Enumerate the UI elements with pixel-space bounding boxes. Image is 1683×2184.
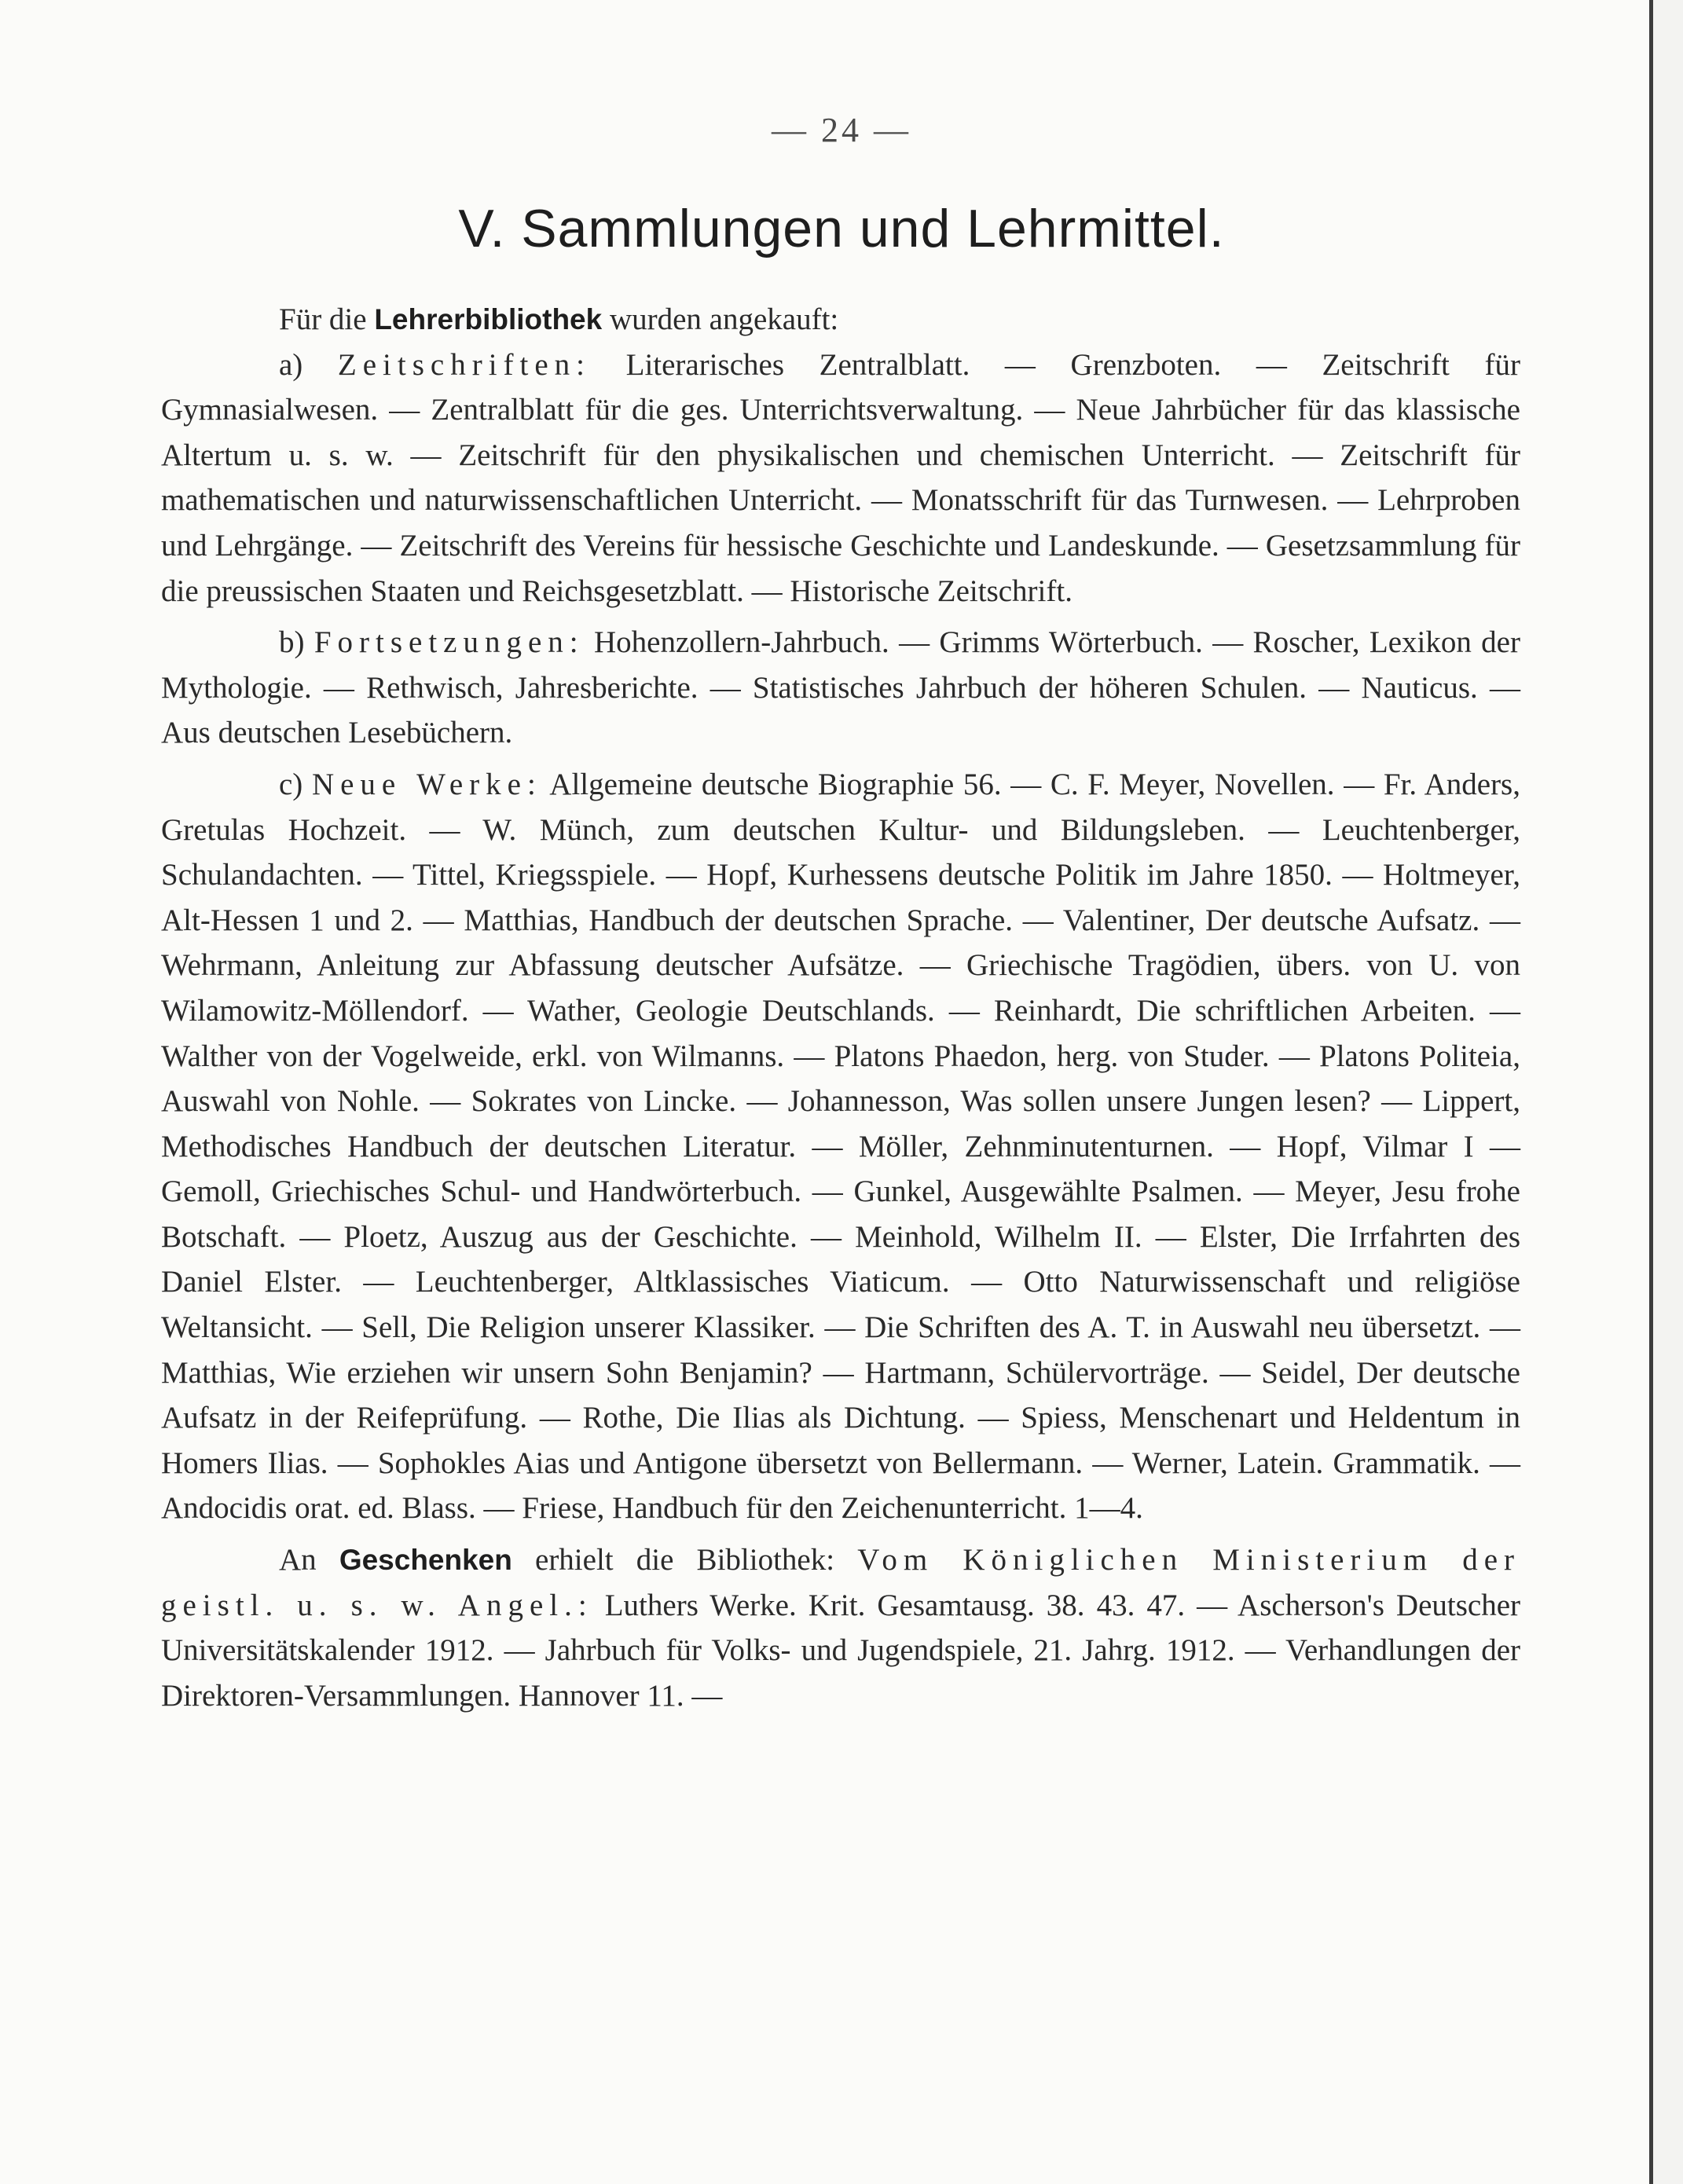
section-b-paragraph xyxy=(161,620,1520,756)
section-b-text: Hohenzollern-Jahrbuch. — Grimms Wörterbuch. — Roscher, Lexikon der Mythologie. — Rethwisch, Jahresberichte. — Statistisches Jahrbuch der höheren Schulen. — Nauticus. — Aus deutschen Lesebüchern. xyxy=(161,625,1520,750)
section-c-label: Neue Werke: xyxy=(311,767,542,801)
section-a-text: Literarisches Zentralblatt. — Grenzboten. — Zeitschrift für Gymnasialwesen. — Zentralblatt für die ges. Unterrichtsverwaltung. — Neue Jahrbücher für das klassische Altertum u. s. w. — Zeitschrift für den physikalischen und chemischen Unterricht. — Zeitschrift für mathematischen und naturwissenschaftlichen Unterricht. — Monatsschrift für das Turnwesen. — Lehrproben und Lehrgänge. — Zeitschrift des Vereins für hessische Geschichte und Landeskunde. — Gesetzsammlung für die preussischen Staaten und Reichsgesetzblatt. — Historische Zeitschrift. xyxy=(161,347,1520,608)
gifts-middle: erhielt die Bibliothek: xyxy=(512,1543,858,1578)
gifts-before: An xyxy=(279,1543,339,1578)
page-number: — 24 — xyxy=(772,111,911,149)
section-c-paragraph xyxy=(161,762,1520,1531)
section-c-marker: c) xyxy=(279,767,312,801)
intro-bold-term: Lehrerbibliothek xyxy=(374,303,603,335)
section-c-text: Allgemeine deutsche Biographie 56. — C. F. Meyer, Novellen. — Fr. Anders, Gretulas Hochzeit. — W. Münch, zum deutschen Kultur- und Bildungsleben. — Leuchtenberger, Schulandachten. — Tittel, Kriegsspiele. — Hopf, Kurhessens deutsche Politik im Jahre 1850. — Holtmeyer, Alt-Hessen 1 und 2. — Matthias, Handbuch der deutschen Sprache. — Valentiner, Der deutsche Aufsatz. — Wehrmann, Anleitung zur Abfassung deutscher Aufsätze. — Griechische Tragödien, übers. von U. von Wilamowitz-Möllendorf. — Wather, Geologie Deutschlands. — Reinhardt, Die schriftlichen Arbeiten. — Walther von der Vogelweide, erkl. von Wilmanns. — Platons Phaedon, herg. von Studer. — Platons Politeia, Auswahl von Nohle. — Sokrates von Lincke. — Johannesson, Was sollen unsere Jungen lesen? — Lippert, Methodisches Handbuch der deutschen Literatur. — Möller, Zehnminutenturnen. — Hopf, Vilmar I — Gemoll, Griechisches Schul- und Handwörterbuch. — Gunkel, Ausgewählte Psalmen. — Meyer, Jesu frohe Botschaft. — Ploetz, Auszug aus der Geschichte. — Meinhold, Wilhelm II. — Elster, Die Irrfahrten des Daniel Elster. — Leuchtenberger, Altklassisches Viaticum. — Otto Naturwissenschaft und religiöse Weltansicht. — Sell, Die Religion unserer Klassiker. — Die Schriften des A. T. in Auswahl neu übersetzt. — Matthias, Wie erziehen wir unsern Sohn Benjamin? — Hartmann, Schülervorträge. — Seidel, Der deutsche Aufsatz in der Reifeprüfung. — Rothe, Die Ilias als Dichtung. — Spiess, Menschenart und Heldentum in Homers Ilias. — Sophokles Aias und Antigone übersetzt von Bellermann. — Werner, Latein. Grammatik. — Andocidis orat. ed. Blass. — Friese, Handbuch für den Zeichenunterricht. 1—4. xyxy=(161,767,1520,1526)
section-b-marker: b) xyxy=(279,625,314,660)
document-body xyxy=(161,297,1520,1718)
gifts-donor: Vom Königlichen Ministerium der geistl. u. s. w. Angel.: xyxy=(161,1543,1521,1622)
intro-before: Für die xyxy=(279,302,375,336)
page-edge-line xyxy=(1649,0,1653,2184)
gifts-paragraph xyxy=(161,1537,1520,1718)
gifts-text: Luthers Werke. Krit. Gesamtausg. 38. 43. 47. — Ascherson's Deutscher Universitätskalender 1912. — Jahrbuch für Volks- und Jugendspiele, 21. Jahrg. 1912. — Verhandlungen der Direktoren-Versammlungen. Hannover 11. — xyxy=(161,1588,1520,1713)
paragraph-gap xyxy=(161,756,1520,762)
intro-paragraph xyxy=(161,297,1520,343)
gifts-bold-term: Geschenken xyxy=(339,1544,512,1577)
section-heading: V. Sammlungen und Lehrmittel. xyxy=(458,199,1225,258)
section-a-paragraph xyxy=(161,343,1520,614)
paragraph-gap xyxy=(161,1531,1520,1537)
section-b-label: Fortsetzungen: xyxy=(314,625,585,660)
intro-after: wurden angekauft: xyxy=(602,302,839,336)
paragraph-gap xyxy=(161,614,1520,620)
page-margin xyxy=(1653,0,1683,2184)
section-a-marker: a) xyxy=(279,347,338,382)
section-a-label: Zeitschriften: xyxy=(337,347,592,382)
